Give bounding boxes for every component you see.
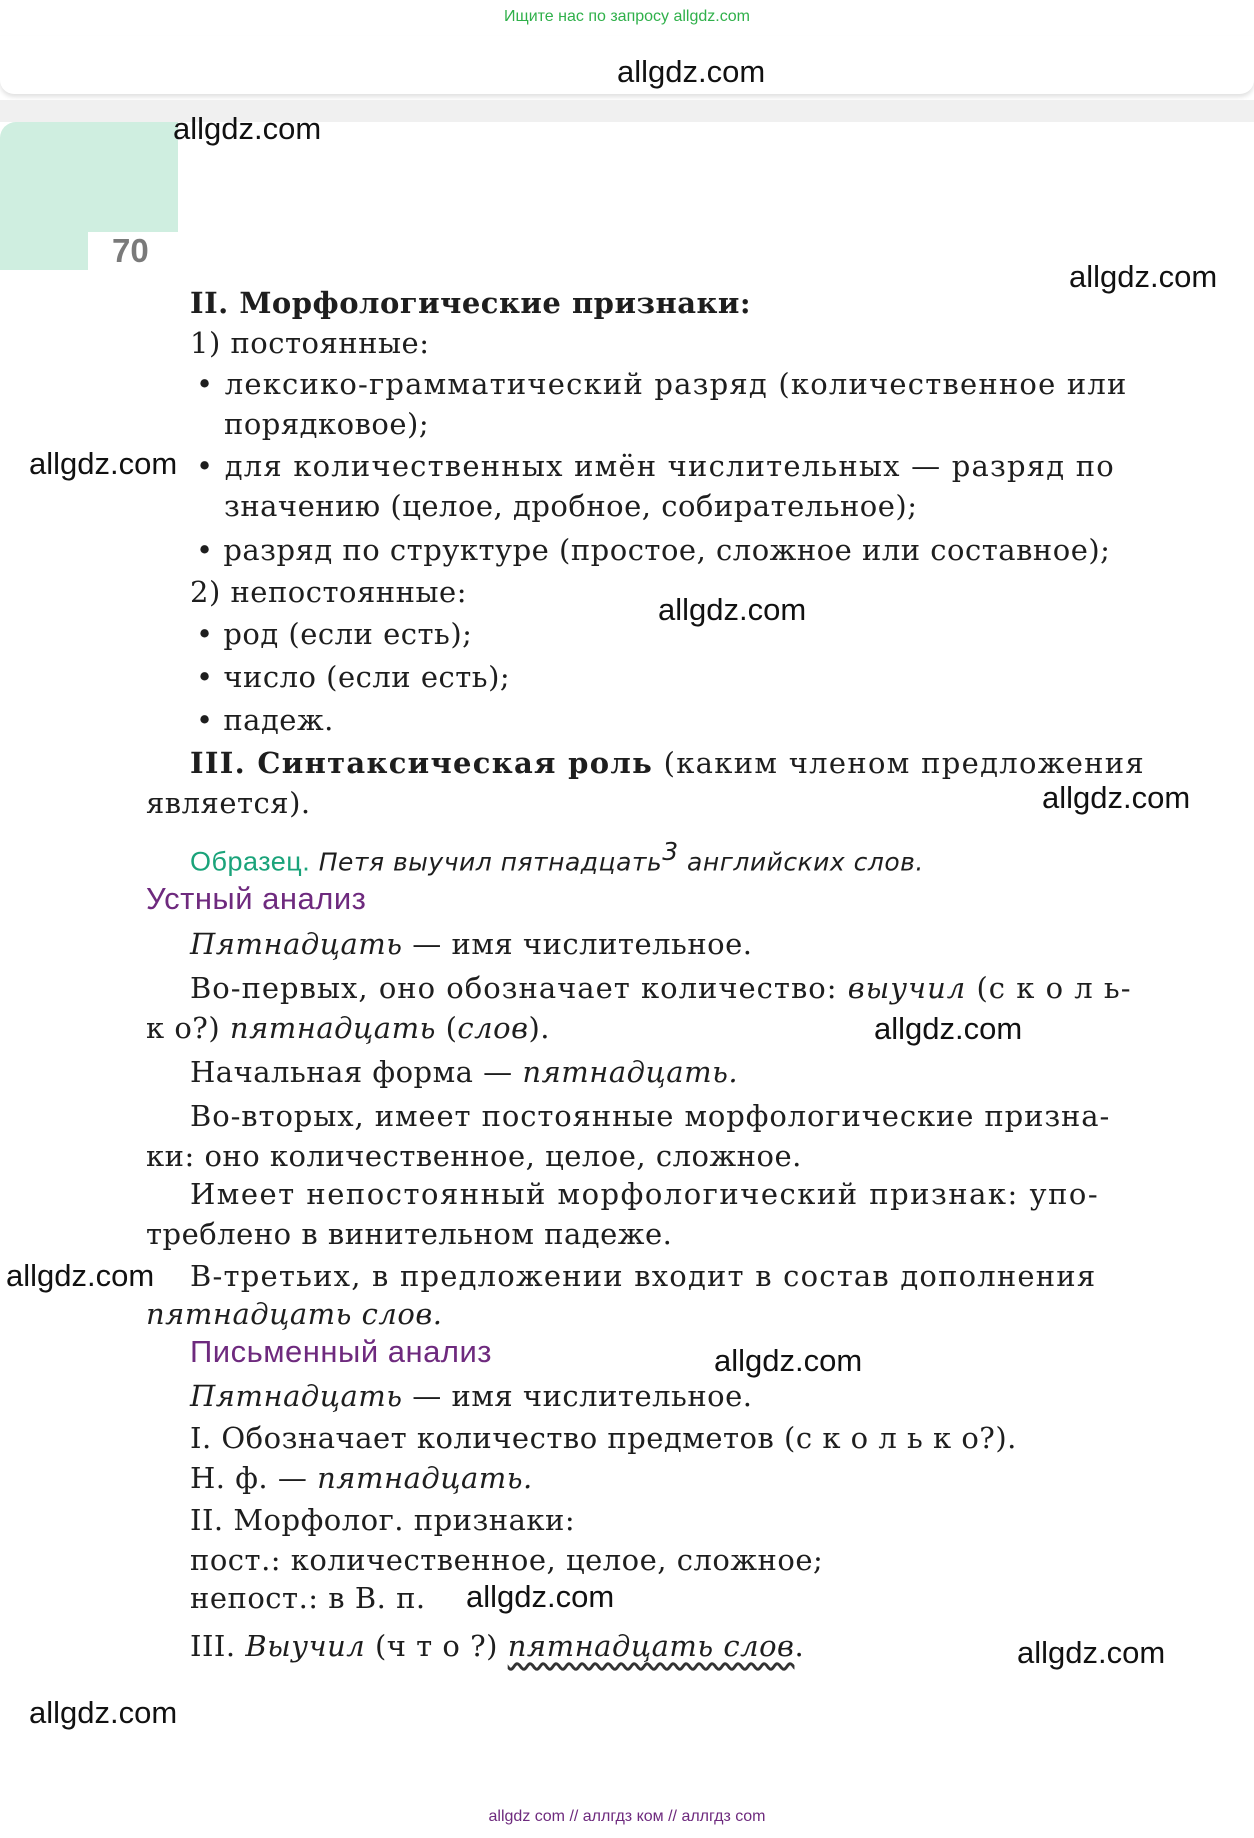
oral-line: Во-вторых, имеет постоянные морфологические призна- bbox=[190, 1099, 1111, 1133]
written-line bbox=[190, 1376, 753, 1416]
oral-line bbox=[190, 924, 753, 964]
top-banner: Ищите нас по запросу allgdz.com bbox=[504, 8, 750, 25]
oral-text: к о?) bbox=[146, 1011, 230, 1045]
oral-word: выучил bbox=[847, 971, 967, 1005]
written-line: пост.: количественное, целое, сложное; bbox=[190, 1543, 824, 1577]
watermark: allgdz.com bbox=[173, 111, 322, 146]
bullet-line: значению (целое, дробное, собирательное); bbox=[224, 489, 918, 523]
sample-text: Петя выучил пятнадцать bbox=[310, 847, 663, 877]
written-text: Н. ф. — bbox=[190, 1461, 318, 1495]
oral-text: Начальная форма — bbox=[190, 1055, 523, 1089]
sample-line bbox=[190, 832, 924, 883]
bullet-line: • лексико-грамматический разряд (количественное или bbox=[196, 367, 1128, 401]
watermark: allgdz.com bbox=[29, 446, 178, 481]
sample-footnote: 3 bbox=[662, 837, 679, 866]
written-text: — имя числительное. bbox=[402, 1379, 753, 1413]
sample-text: английских слов. bbox=[678, 847, 924, 877]
written-line: I. Обозначает количество предметов (с к о л ь к о?). bbox=[190, 1421, 1017, 1455]
watermark: allgdz.com bbox=[658, 592, 807, 627]
written-word: Пятнадцать bbox=[190, 1379, 403, 1413]
written-analysis-heading: Письменный анализ bbox=[190, 1334, 492, 1369]
synt-bold: III. Синтаксическая роль bbox=[190, 746, 654, 780]
bullet-line: • падеж. bbox=[196, 703, 334, 737]
oral-text: (с к о л ь- bbox=[966, 971, 1132, 1005]
watermark: allgdz.com bbox=[1069, 259, 1218, 294]
written-word: пятнадцать. bbox=[317, 1461, 533, 1495]
written-line bbox=[190, 1458, 533, 1498]
bullet-line: порядковое); bbox=[224, 407, 430, 441]
watermark: allgdz.com bbox=[1017, 1635, 1166, 1670]
oral-text: Во-первых, оно обозначает количество: bbox=[190, 971, 848, 1005]
written-line: II. Морфолог. признаки: bbox=[190, 1503, 576, 1537]
synt-line bbox=[190, 743, 1145, 783]
watermark: allgdz.com bbox=[874, 1011, 1023, 1046]
written-line bbox=[190, 1626, 804, 1666]
oral-text: — имя числительное. bbox=[402, 927, 753, 961]
synt-line-2: является). bbox=[146, 786, 311, 820]
watermark: allgdz.com bbox=[714, 1343, 863, 1378]
page-number: 70 bbox=[112, 232, 149, 269]
oral-line bbox=[190, 968, 1132, 1008]
oral-analysis-heading: Устный анализ bbox=[146, 881, 367, 916]
oral-line bbox=[190, 1052, 738, 1092]
watermark: allgdz.com bbox=[29, 1695, 178, 1730]
oral-line: В-третьих, в предложении входит в состав дополнения bbox=[190, 1259, 1097, 1293]
footer-links: allgdz com // аллгдз ком // аллгдз com bbox=[488, 1808, 766, 1825]
oral-line: ки: оно количественное, целое, сложное. bbox=[146, 1139, 802, 1173]
oral-word: слов bbox=[457, 1011, 529, 1045]
watermark: allgdz.com bbox=[6, 1258, 155, 1293]
bullet-line: • род (если есть); bbox=[196, 617, 473, 651]
oral-line: треблено в винительном падеже. bbox=[146, 1217, 673, 1251]
bullet-line: • для количественных имён числительных — разряд по bbox=[196, 449, 1115, 483]
bullet-line: • разряд по структуре (простое, сложное или составное); bbox=[196, 533, 1111, 567]
oral-text: ). bbox=[528, 1011, 550, 1045]
object-underlined: пятнадцать слов bbox=[507, 1629, 795, 1663]
nonconst-label: 2) непостоянные: bbox=[190, 575, 467, 609]
watermark: allgdz.com bbox=[1042, 780, 1191, 815]
oral-text: ( bbox=[435, 1011, 458, 1045]
bullet-line: • число (если есть); bbox=[196, 660, 511, 694]
watermark: allgdz.com bbox=[466, 1579, 615, 1614]
oral-word: пятнадцать. bbox=[522, 1055, 739, 1089]
oral-word: пятнадцать bbox=[229, 1011, 436, 1045]
written-text: . bbox=[794, 1629, 805, 1663]
morph-title: II. Морфологические признаки: bbox=[190, 286, 752, 320]
written-line: непост.: в В. п. bbox=[190, 1581, 426, 1615]
watermark: allgdz.com bbox=[617, 54, 766, 89]
const-label: 1) постоянные: bbox=[190, 326, 430, 360]
written-text: (ч т о ?) bbox=[365, 1629, 508, 1663]
oral-line: пятнадцать слов. bbox=[146, 1297, 443, 1331]
oral-line: Имеет непостоянный морфологический признак: упо- bbox=[190, 1177, 1100, 1211]
written-text: III. bbox=[190, 1629, 246, 1663]
sample-label: Образец. bbox=[190, 846, 311, 877]
oral-line bbox=[146, 1008, 550, 1048]
synt-rest: (каким членом предложения bbox=[653, 746, 1146, 780]
oral-word: Пятнадцать bbox=[190, 927, 403, 961]
written-word: Выучил bbox=[245, 1629, 366, 1663]
